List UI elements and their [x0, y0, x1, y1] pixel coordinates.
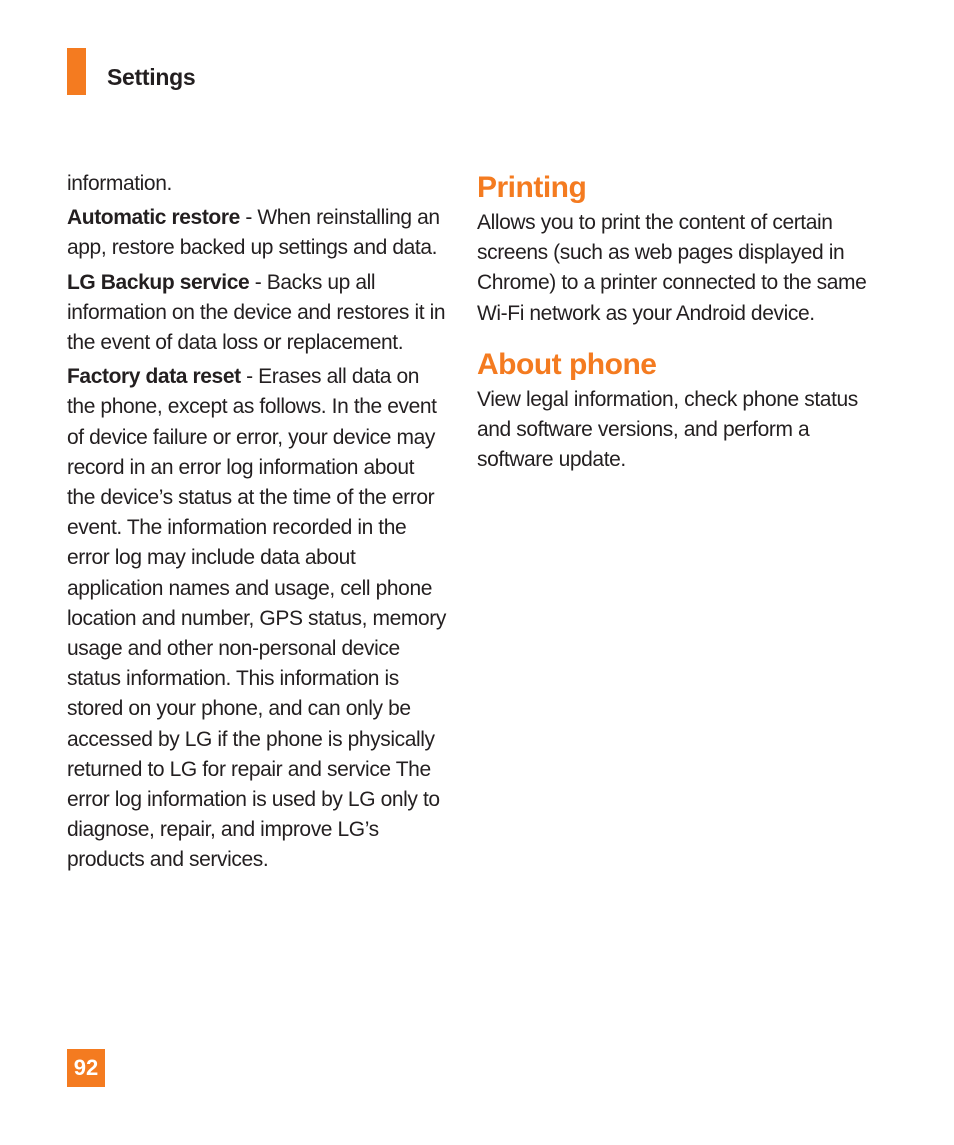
left-column: [67, 169, 447, 880]
setting-description: - When reinstalling an app, restore backed up settings and data.: [67, 206, 440, 260]
setting-description: - Backs up all information on the device and restores it in the event of data loss or replacement.: [67, 270, 446, 355]
section-title-printing: Printing: [477, 171, 587, 204]
section-title-about-phone: About phone: [477, 347, 657, 381]
section-marker-bar: [67, 48, 86, 95]
page-number-badge: 92: [67, 1049, 105, 1087]
setting-item-automatic-restore: [67, 203, 447, 263]
setting-item-lg-backup-service: [67, 268, 447, 359]
page-header-title: Settings: [107, 64, 196, 90]
setting-description: - Erases all data on the phone, except as follows. In the event of device failure or error, your device may record in an error log information about the device’s status at the time of the error event. The information recorded in the error log may include data about application names and usage, cell phone location and number, GPS status, memory usage and other non-personal device status information. This information is stored on your phone, and can only be accessed by LG if the phone is physically returned to LG for repair and service The error log information is used by LG only to diagnose, repair, and improve LG’s products and services.: [67, 365, 446, 872]
section-body-about-phone: View legal information, check phone status and software versions, and perform a software update.: [477, 387, 858, 472]
setting-term: Automatic restore: [67, 206, 240, 230]
right-column: [477, 168, 867, 491]
section-body-printing: Allows you to print the content of certain screens (such as web pages displayed in Chrome) to a printer connected to the same Wi-Fi network as your Android device.: [477, 211, 867, 325]
intro-text: information.: [67, 172, 172, 195]
setting-item-factory-data-reset: [67, 362, 447, 875]
setting-term: LG Backup service: [67, 270, 250, 294]
setting-term: Factory data reset: [67, 365, 241, 389]
